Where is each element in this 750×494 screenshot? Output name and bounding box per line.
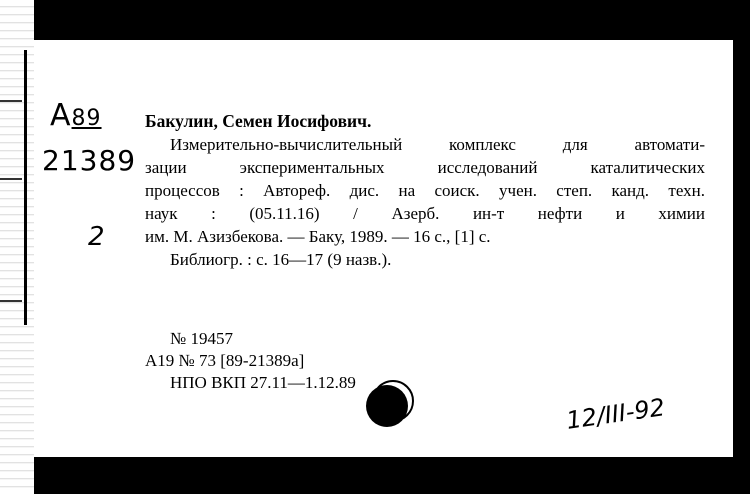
author-heading: Бакулин, Семен Иосифович. — [145, 111, 372, 131]
scan-left-rule — [24, 50, 27, 325]
shelf-mark: А19 № 73 [89-21389а] — [145, 351, 305, 370]
title-line: им. М. Азизбекова. — Баку, 1989. — 16 с., [1] с. — [145, 227, 491, 246]
title-line: зации экспериментальных исследований каталитических — [145, 158, 705, 177]
call-number: 21389 — [42, 144, 137, 177]
handwritten-date: 12/III-92 — [564, 393, 667, 435]
npo-registry: НПО ВКП 27.11—1.12.89 — [170, 373, 356, 392]
call-letter-main: A — [50, 98, 72, 133]
scan-left-edge — [0, 0, 34, 494]
scan-top-border — [34, 0, 750, 40]
scan-right-border — [733, 0, 750, 494]
title-line: процессов : Автореф. дис. на соиск. учен. степ. канд. техн. — [145, 181, 705, 200]
title-line: наук : (05.11.16) / Азерб. ин-т нефти и химии — [145, 204, 705, 223]
scan-left-tick — [0, 178, 22, 180]
title-line: Измерительно-вычислительный комплекс для автомати- — [170, 135, 705, 154]
bibliography-note: Библиогр. : с. 16—17 (9 назв.). — [170, 250, 392, 269]
ink-stamp — [366, 385, 408, 427]
scan-bottom-border — [34, 457, 750, 494]
scan-left-tick — [0, 100, 22, 102]
scan-left-tick — [0, 300, 22, 302]
call-letter-sup: 89 — [71, 106, 102, 131]
inventory-number: № 19457 — [170, 329, 233, 348]
call-letter — [50, 98, 102, 133]
copy-number: 2 — [88, 222, 105, 252]
